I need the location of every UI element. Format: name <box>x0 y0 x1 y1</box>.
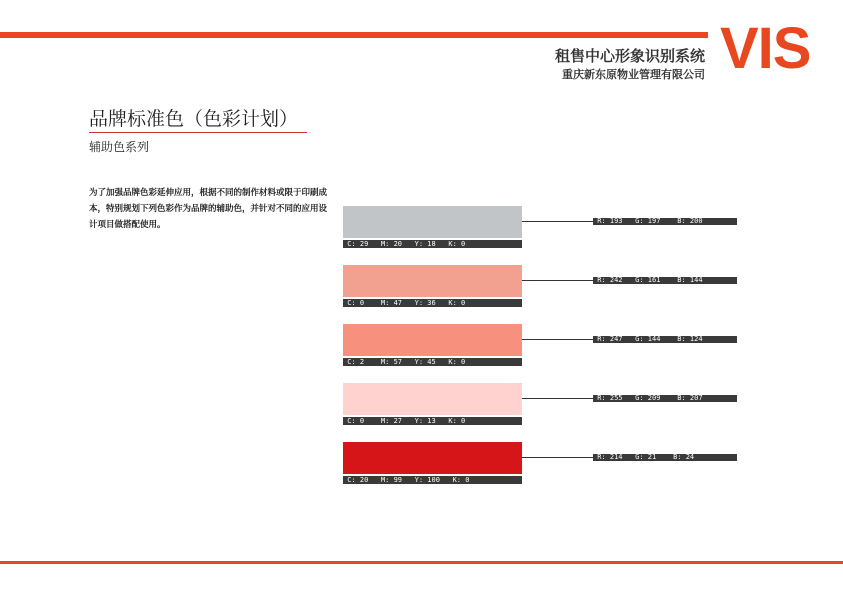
leader-line <box>522 221 593 222</box>
color-swatch <box>343 206 522 238</box>
color-swatch <box>343 265 522 297</box>
vis-logo: VIS <box>720 16 811 81</box>
cmyk-label: C: 29 M: 20 Y: 18 K: 0 <box>343 240 522 248</box>
cmyk-label: C: 20 M: 99 Y: 100 K: 0 <box>343 476 522 484</box>
rgb-label: R: 214 G: 21 B: 24 <box>593 454 737 461</box>
header-company: 重庆新东原物业管理有限公司 <box>562 68 705 81</box>
cmyk-label: C: 2 M: 57 Y: 45 K: 0 <box>343 358 522 366</box>
description-text: 为了加强品牌色彩延伸应用，根据不同的制作材料或限于印刷成本，特别规划下列色彩作为品牌的辅助色，并针对不同的应用设计项目做搭配使用。 <box>89 188 328 230</box>
leader-line <box>522 280 593 281</box>
top-accent-bar <box>0 32 708 38</box>
section-title-rule <box>89 132 307 133</box>
color-row <box>343 442 738 484</box>
color-row <box>343 206 738 248</box>
color-swatch <box>343 383 522 415</box>
leader-line <box>522 457 593 458</box>
section-title: 品牌标准色（色彩计划） <box>89 108 299 130</box>
rgb-label: R: 247 G: 144 B: 124 <box>593 336 737 343</box>
rgb-label: R: 255 G: 209 B: 207 <box>593 395 737 402</box>
section-subtitle: 辅助色系列 <box>89 140 150 154</box>
leader-line <box>522 398 593 399</box>
color-row <box>343 324 738 366</box>
color-swatch <box>343 442 522 474</box>
rgb-label: R: 193 G: 197 B: 200 <box>593 218 737 225</box>
color-swatch <box>343 324 522 356</box>
header-title: 租售中心形象识别系统 <box>554 47 705 65</box>
bottom-accent-bar <box>0 561 843 564</box>
cmyk-label: C: 0 M: 27 Y: 13 K: 0 <box>343 417 522 425</box>
cmyk-label: C: 0 M: 47 Y: 36 K: 0 <box>343 299 522 307</box>
color-row <box>343 383 738 425</box>
rgb-label: R: 242 G: 161 B: 144 <box>593 277 737 284</box>
leader-line <box>522 339 593 340</box>
color-row <box>343 265 738 307</box>
